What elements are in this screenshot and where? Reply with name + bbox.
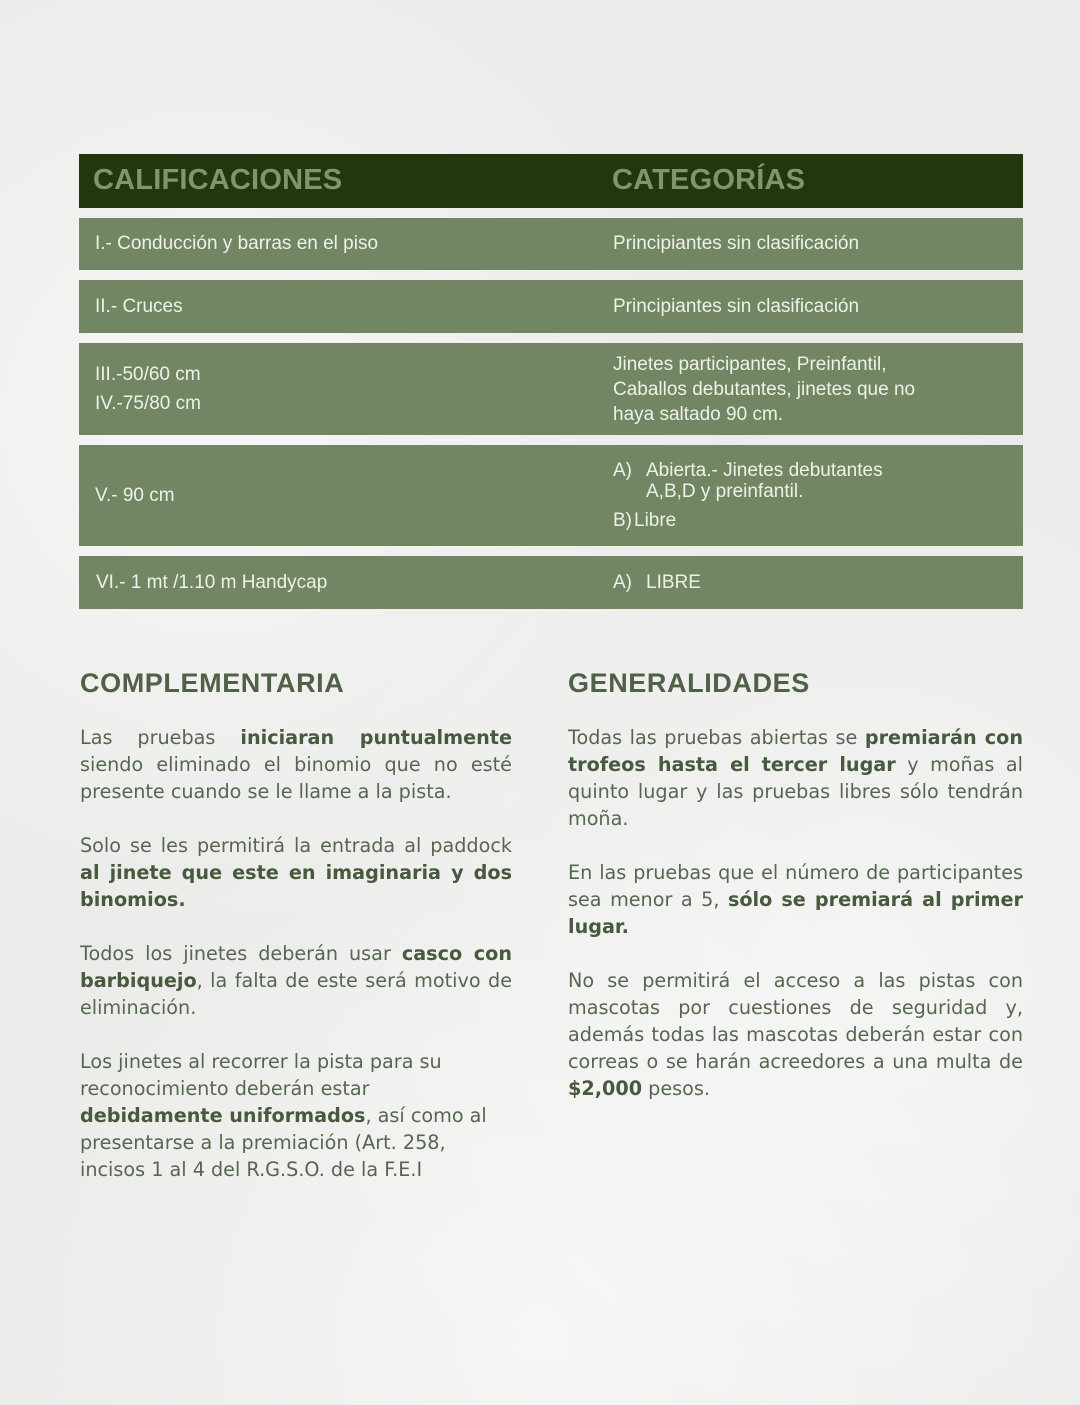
calificacion-cell <box>95 343 201 435</box>
option-text-line: A,B,D y preinfantil. <box>646 481 804 502</box>
categoria-text: Principiantes sin clasificación <box>613 295 860 317</box>
categoria-text: Principiantes sin clasificación <box>613 233 860 254</box>
option-text: LIBRE <box>646 572 701 593</box>
text-run: siendo eliminado el binomio que no esté presente cuando se le llame a la pista. <box>80 753 512 803</box>
calificacion-cell <box>96 556 327 609</box>
paragraph <box>80 1048 512 1183</box>
bold-text-run: $2,000 <box>568 1077 643 1100</box>
categoria-text: Caballos debutantes, jinetes que no <box>613 378 916 400</box>
text-run: En las pruebas que el número de participantes sea menor a 5, <box>568 861 1023 911</box>
categoria-cell <box>613 445 1003 546</box>
option-label: B) <box>613 510 632 531</box>
section-title: GENERALIDADES <box>568 668 810 698</box>
text-run: y moñas al quinto lugar y las pruebas libres sólo tendrán moña. <box>568 753 1023 830</box>
text-run: , así como al presentarse a la premiación (Art. 258, incisos 1 al 4 del R.G.S.O. de la F.E.I <box>80 1104 487 1181</box>
categoria-text: haya saltado 90 cm. <box>613 403 784 425</box>
categoria-option <box>613 510 1003 531</box>
text-run: Solo se les permitirá la entrada al paddock <box>80 834 512 857</box>
paragraph <box>80 832 512 913</box>
paragraph <box>80 940 512 1021</box>
table-header <box>79 154 1023 208</box>
calificacion-text: II.- Cruces <box>95 295 183 317</box>
table-row <box>79 445 1023 546</box>
header-categorias: CATEGORÍAS <box>612 164 806 196</box>
bold-text-run: iniciaran puntualmente <box>240 726 512 749</box>
table-row <box>79 218 1023 270</box>
option-label: A) <box>613 572 632 593</box>
calificacion-cell <box>95 280 183 333</box>
calificacion-text: VI.- 1 mt /1.10 m Handycap <box>96 571 328 593</box>
categoria-text: Jinetes participantes, Preinfantil, <box>613 353 887 375</box>
text-run: Los jinetes al recorrer la pista para su reconocimiento deberán estar <box>80 1050 442 1100</box>
text-run: Todas las pruebas abiertas se <box>568 726 865 749</box>
bold-text-run: sólo se premiará al primer lugar. <box>568 888 1023 938</box>
calificacion-text: V.- 90 cm <box>95 484 175 506</box>
paragraph <box>80 724 512 805</box>
complementaria-section <box>80 664 512 1210</box>
calificacion-cell <box>95 445 175 546</box>
text-run: No se permitirá el acceso a las pistas con mascotas por cuestiones de seguridad y, además todas las mascotas deberán estar con correas o se harán acreedores a una multa de <box>568 969 1023 1073</box>
bold-text-run: al jinete que este en imaginaria y dos binomios. <box>80 861 512 911</box>
categoria-cell <box>613 556 1003 609</box>
categoria-cell <box>613 280 1003 333</box>
categoria-cell <box>613 218 1003 270</box>
table-row <box>79 556 1023 609</box>
categoria-cell <box>613 343 1003 435</box>
bold-text-run: casco con barbiquejo <box>80 942 512 992</box>
header-calificaciones: CALIFICACIONES <box>93 164 343 196</box>
calificacion-cell <box>95 218 378 270</box>
option-text: Libre <box>634 510 677 531</box>
section-title: COMPLEMENTARIA <box>80 668 345 698</box>
paragraph <box>568 967 1023 1102</box>
table-row <box>79 343 1023 435</box>
generalidades-section <box>568 664 1023 1129</box>
paragraph <box>568 724 1023 832</box>
option-text-line: Abierta.- Jinetes debutantes <box>646 460 883 481</box>
calificacion-text: IV.-75/80 cm <box>95 393 201 414</box>
categories-table <box>79 154 1023 619</box>
paragraph <box>568 859 1023 940</box>
bold-text-run: premiarán con trofeos hasta el tercer lugar <box>568 726 1023 776</box>
text-run: , la falta de este será motivo de eliminación. <box>80 969 512 1019</box>
table-row <box>79 280 1023 333</box>
text-run: Las pruebas <box>80 726 241 749</box>
calificacion-text: III.-50/60 cm <box>95 364 201 385</box>
option-text <box>646 460 883 502</box>
calificacion-text: I.- Conducción y barras en el piso <box>95 233 379 254</box>
text-run: pesos. <box>642 1077 710 1100</box>
text-run: Todos los jinetes deberán usar <box>80 942 402 965</box>
categoria-option <box>613 572 1003 593</box>
option-label: A) <box>613 460 632 481</box>
bold-text-run: debidamente uniformados <box>80 1104 366 1127</box>
categoria-option <box>613 460 1003 502</box>
